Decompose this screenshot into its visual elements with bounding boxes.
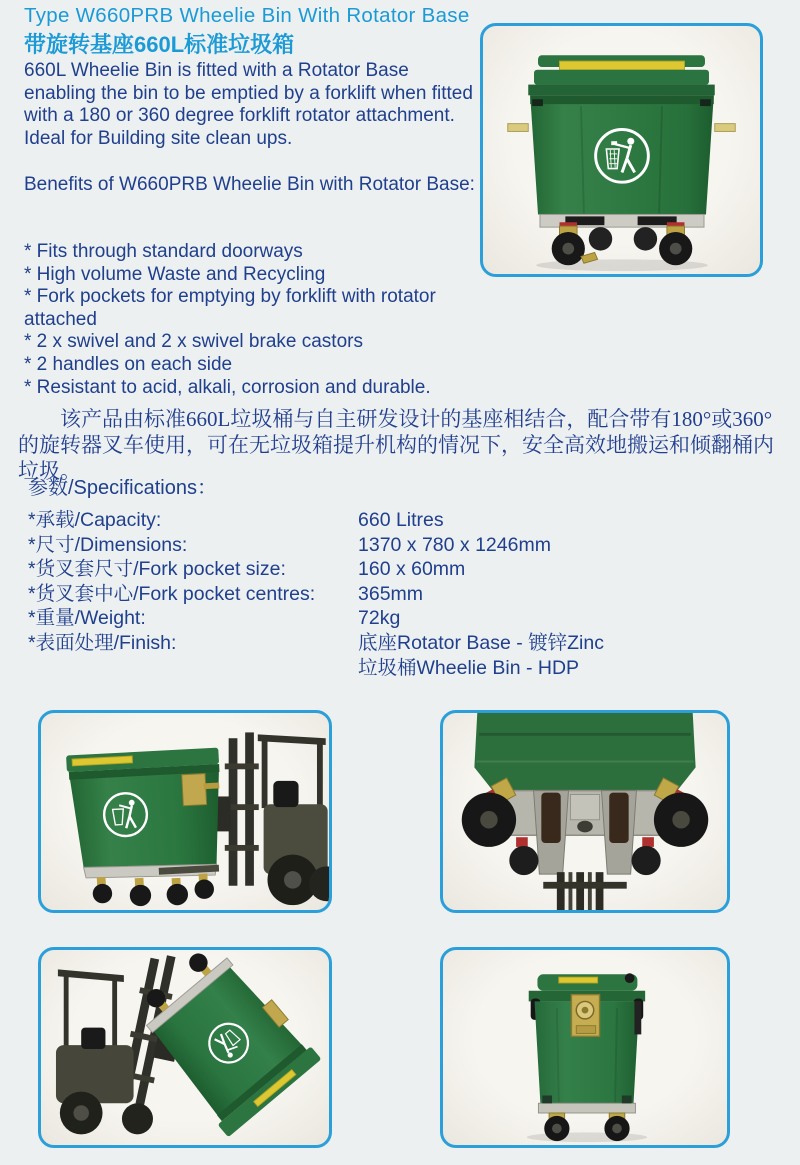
intro-paragraph: 660L Wheelie Bin is fitted with a Rotator Base enabling the bin to be emptied by a forklift when fitted with a 180 or 360 degree forklift rotator attachment. Ideal for Building site clean ups.: [24, 60, 473, 149]
spec-value: 72kg: [358, 607, 401, 630]
bin-lid: [528, 55, 714, 95]
spec-value: 160 x 60mm: [358, 558, 466, 581]
benefit-item: * 2 x swivel and 2 x swivel brake castors: [24, 331, 363, 353]
benefit-item: * Resistant to acid, alkali, corrosion and durable.: [24, 376, 431, 398]
spec-value: 垃圾桶Wheelie Bin - HDP: [358, 656, 580, 679]
wheelie-bin-side-illustration: [443, 950, 727, 1145]
spec-value: 底座Rotator Base - 镀锌Zinc: [358, 631, 604, 654]
photo-side-view: [440, 947, 730, 1148]
spec-label: [28, 656, 358, 681]
forklift-tilting-illustration: [41, 950, 329, 1145]
page-title-zh: 带旋转基座660L标准垃圾箱: [24, 32, 295, 57]
photo-forklift-lifting: [38, 710, 332, 913]
benefit-item: * High volume Waste and Recycling: [24, 263, 326, 285]
specifications-heading: 参数/Specifications：: [28, 477, 217, 499]
benefit-item: * Fork pockets for emptying by forklift with rotator attached: [24, 286, 436, 330]
photo-underside-forks: [440, 710, 730, 913]
spec-row-capacity: [28, 508, 604, 533]
spec-row-finish: [28, 631, 604, 656]
page-title-en: Type W660PRB Wheelie Bin With Rotator Base: [24, 4, 470, 27]
spec-value: 365mm: [358, 582, 424, 605]
benefit-item: * 2 handles on each side: [24, 353, 233, 375]
spec-label: *重量/Weight:: [28, 607, 146, 630]
spec-label: *尺寸/Dimensions:: [28, 533, 188, 556]
spec-label: *货叉套尺寸/Fork pocket size:: [28, 558, 286, 581]
forklift-mast: [543, 872, 626, 910]
casters: [552, 222, 693, 265]
spec-label: *承载/Capacity:: [28, 509, 162, 531]
underside-illustration: [443, 713, 727, 910]
side-handle-peg-right: [715, 124, 736, 132]
specifications-table: [28, 508, 604, 680]
spec-row-fork-pocket-centres: [28, 582, 604, 607]
wheelie-bin-front-illustration: [483, 26, 760, 274]
benefits-heading: Benefits of W660PRB Wheelie Bin with Rotator Base:: [24, 174, 475, 195]
spec-row-dimensions: [28, 533, 604, 558]
wheelie-bin: [66, 748, 226, 910]
side-handle-peg-left: [508, 124, 529, 132]
benefit-item: * Fits through standard doorways: [24, 241, 303, 262]
bin-body: [530, 95, 714, 214]
photo-forklift-tilting: [38, 947, 332, 1148]
spec-row-weight: [28, 606, 604, 631]
spec-label: *表面处理/Finish:: [28, 631, 177, 654]
spec-value: 660 Litres: [358, 509, 444, 531]
forklift-lifting-illustration: [41, 713, 329, 910]
spec-row-finish-2: [28, 656, 604, 681]
chinese-description: 该产品由标准660L垃圾桶与自主研发设计的基座相结合，配合带有180°或360°的旋转器叉车使用，可在无垃圾箱提升机构的情况下，安全高效地搬运和倾翻桶内垃圾。: [18, 407, 774, 483]
spec-row-fork-pocket-size: [28, 557, 604, 582]
spec-label: *货叉套中心/Fork pocket centres:: [28, 582, 316, 605]
rotator-latch: [182, 774, 207, 806]
photo-front-view: [480, 23, 763, 277]
spec-value: 1370 x 780 x 1246mm: [358, 533, 551, 556]
benefits-list: [24, 241, 482, 399]
rotator-latch-plate: [571, 995, 599, 1037]
